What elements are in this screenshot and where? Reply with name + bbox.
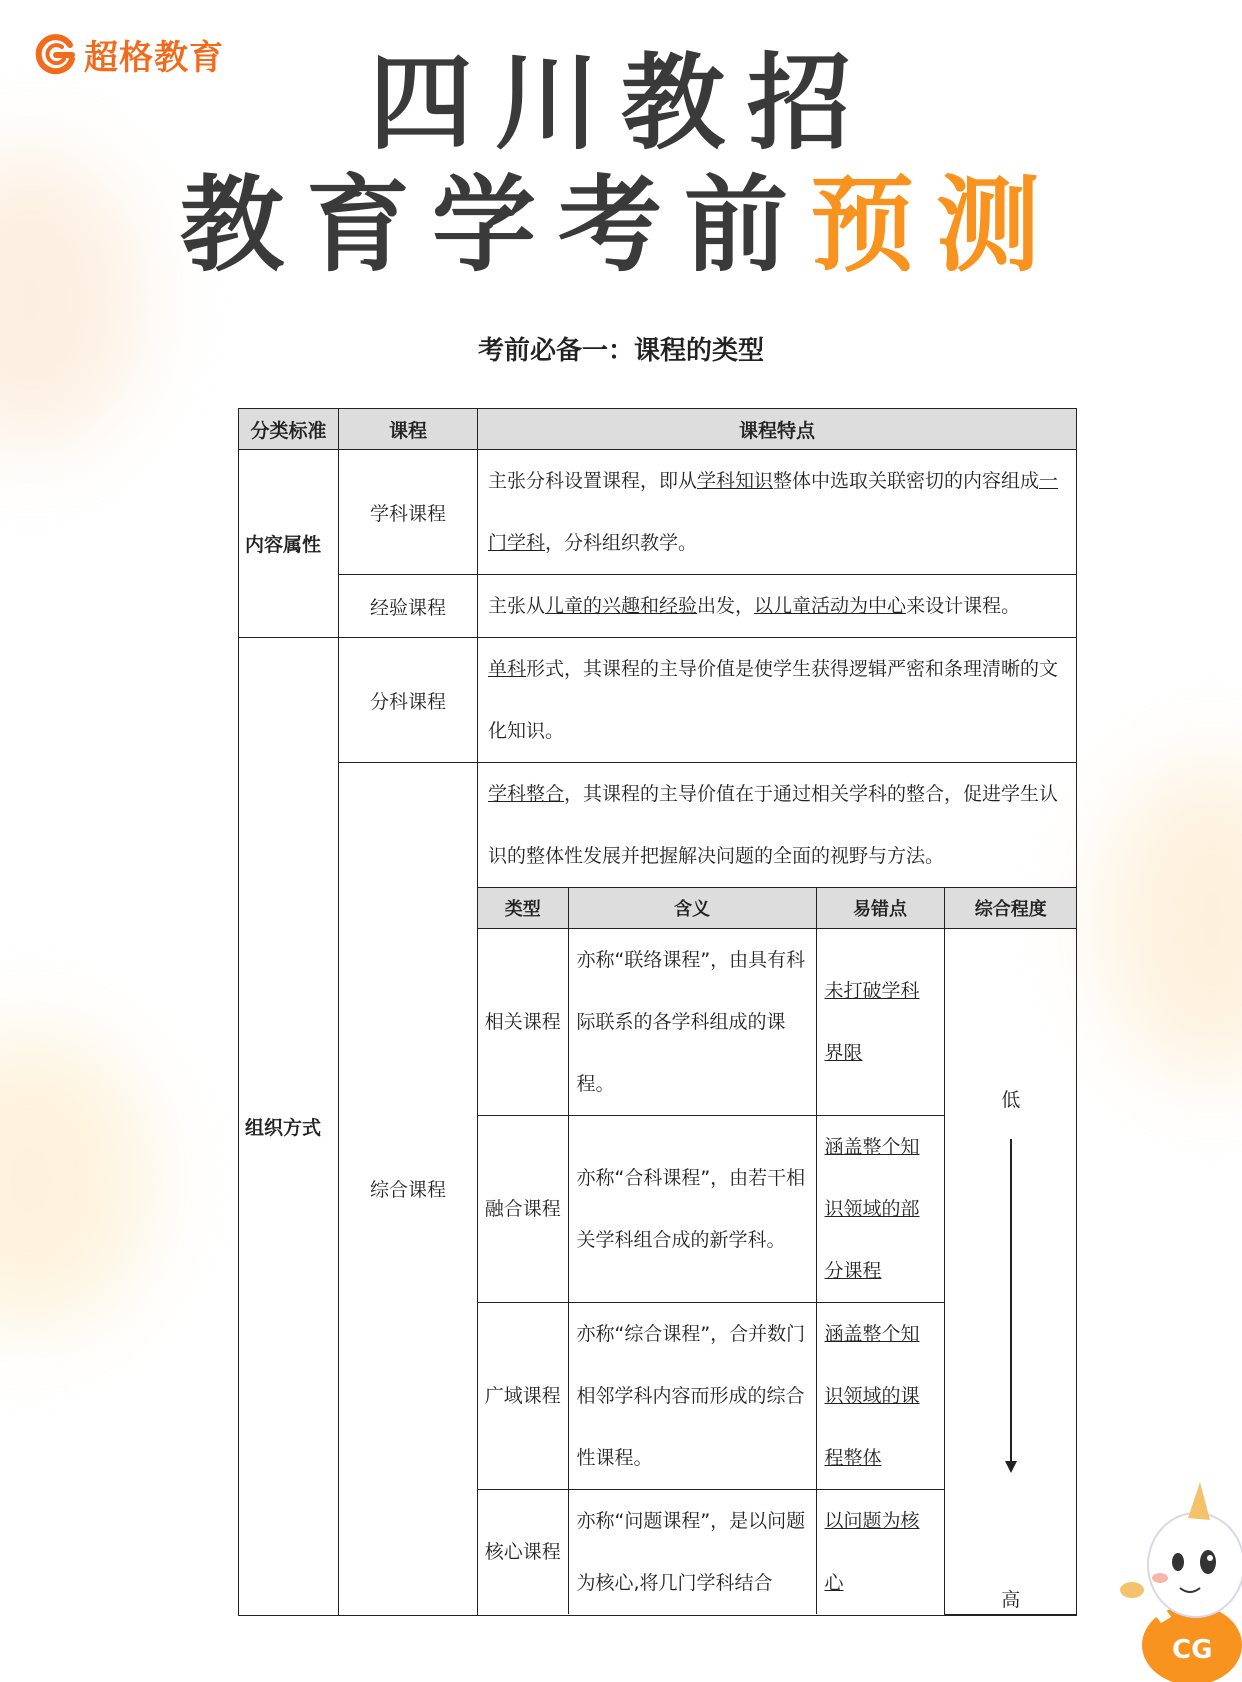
course-experience: 经验课程 [339,575,478,638]
unicorn-mascot-icon [1120,1470,1242,1682]
integrated-subtable-cell [478,888,1077,1616]
table-row [239,575,1077,638]
criteria-organization: 组织方式 [239,638,339,1616]
desc-separate: 单科形式，其课程的主导价值是使学生获得逻辑严密和条理清晰的文化知识。 [478,638,1077,763]
type-related: 相关课程 [478,929,568,1116]
header-features: 课程特点 [478,409,1077,450]
table-row [239,638,1077,763]
course-integrated: 综合课程 [339,763,478,1616]
meaning-broad: 亦称“综合课程”，合并数门相邻学科内容而形成的综合性课程。 [568,1303,816,1490]
type-fusion: 融合课程 [478,1116,568,1303]
integrated-types-subtable [478,888,1077,1615]
error-core: 以问题为核心 [816,1490,944,1615]
brand-name: 超格教育 [84,38,224,78]
degree-scale [944,929,1077,1615]
type-core: 核心课程 [478,1490,568,1615]
arrow-down-icon [1010,1139,1012,1469]
sub-header-error: 易错点 [816,888,944,929]
subtable-row [478,929,1077,1116]
table-row [239,450,1077,575]
error-broad: 涵盖整个知识领域的课程整体 [816,1303,944,1490]
course-separate: 分科课程 [339,638,478,763]
sub-header-meaning: 含义 [568,888,816,929]
sub-header-degree: 综合程度 [944,888,1077,929]
degree-low-label: 低 [1001,1089,1021,1111]
course-subject: 学科课程 [339,450,478,575]
sub-header-type: 类型 [478,888,568,929]
section-subtitle: 考前必备一：课程的类型 [477,336,764,366]
table-header-row [239,409,1077,450]
criteria-content-attr: 内容属性 [239,450,339,638]
type-broad: 广域课程 [478,1303,568,1490]
table-row [239,763,1077,888]
meaning-core: 亦称“问题课程”，是以问题为核心,将几门学科结合 [568,1490,816,1615]
title-accent: 预测 [810,164,1063,286]
desc-subject: 主张分科设置课程，即从学科知识整体中选取关联密切的内容组成一门学科，分科组织教学。 [478,450,1077,575]
svg-text:CG: CG [1172,1635,1213,1665]
background-glow [1102,760,1242,1080]
meaning-related: 亦称“联络课程”，由具有科际联系的各学科组成的课程。 [568,929,816,1116]
page-title-line2 [0,160,1242,290]
error-related: 未打破学科界限 [816,929,944,1116]
title-main: 教育学考前 [179,164,810,286]
degree-high-label: 高 [1001,1589,1021,1611]
header-course: 课程 [339,409,478,450]
header-criteria: 分类标准 [239,409,339,450]
subtable-header-row [478,888,1077,929]
desc-integrated: 学科整合，其课程的主导价值在于通过相关学科的整合，促进学生认识的整体性发展并把握解决问题的全面的视野与方法。 [478,763,1077,888]
page-title-line1: 四川教招 [368,42,873,164]
desc-experience: 主张从儿童的兴趣和经验出发，以儿童活动为中心来设计课程。 [478,575,1077,638]
meaning-fusion: 亦称“合科课程”，由若干相关学科组合成的新学科。 [568,1116,816,1303]
course-types-table [238,408,1077,1616]
error-fusion: 涵盖整个知识领域的部分课程 [816,1116,944,1303]
background-glow [0,1030,150,1330]
